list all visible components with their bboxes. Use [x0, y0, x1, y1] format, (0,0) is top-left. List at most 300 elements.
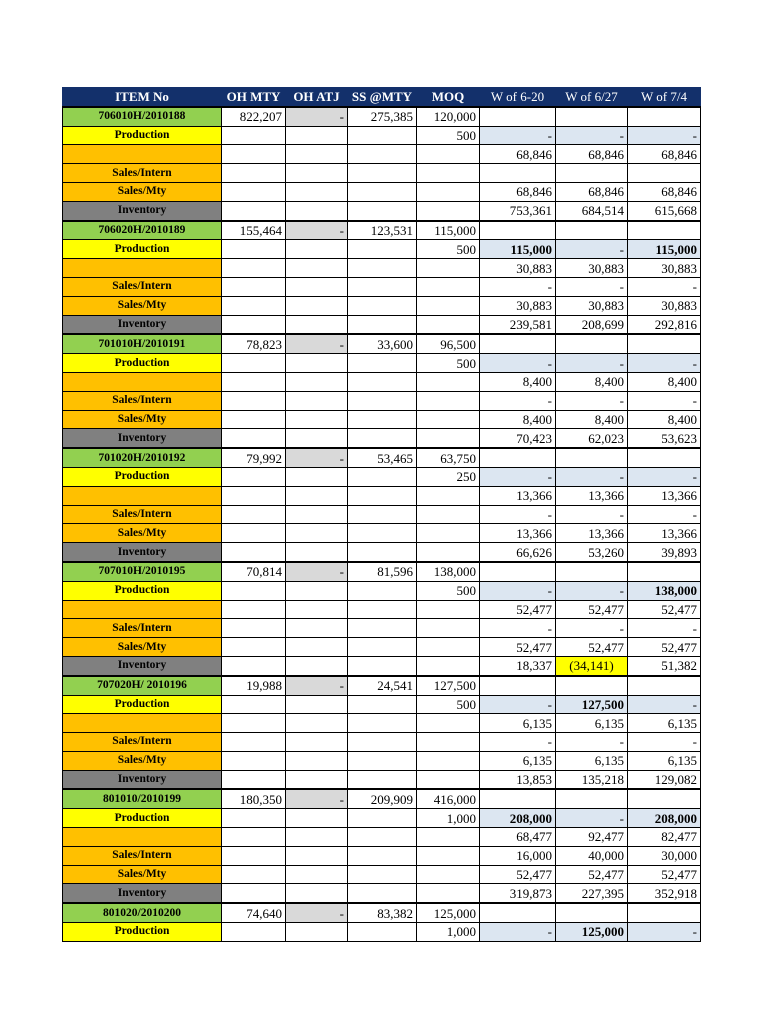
blank-row [63, 486, 701, 505]
oh-atj-cell [286, 372, 348, 391]
week-cell: - [556, 240, 628, 259]
moq-cell [417, 619, 480, 638]
blank-row [63, 714, 701, 733]
week-cell [628, 334, 701, 353]
oh-mty-cell [222, 126, 286, 145]
moq-cell: 125,000 [417, 903, 480, 922]
week-cell: - [628, 126, 701, 145]
week-cell: 6,135 [556, 751, 628, 770]
oh-mty-cell [222, 600, 286, 619]
week-cell [628, 789, 701, 808]
item-number: 707010H/2010195 [63, 562, 222, 581]
week-cell [480, 448, 556, 467]
row-label: Production [63, 126, 222, 145]
row-label: Inventory [63, 315, 222, 334]
week-cell: (34,141) [556, 656, 628, 675]
ss-mty-cell [348, 733, 417, 752]
header-row [63, 88, 701, 107]
week-cell: 8,400 [480, 410, 556, 429]
ss-mty-cell [348, 391, 417, 410]
ss-mty-cell [348, 372, 417, 391]
moq-cell [417, 656, 480, 675]
week-cell: - [628, 733, 701, 752]
week-cell [480, 903, 556, 922]
ss-mty-cell [348, 505, 417, 524]
week-cell: 30,883 [480, 296, 556, 315]
row-label: Inventory [63, 770, 222, 789]
oh-mty-cell: 822,207 [222, 107, 286, 126]
production-row [63, 809, 701, 828]
oh-atj-cell [286, 410, 348, 429]
week-cell: 52,477 [480, 865, 556, 884]
row-label: Production [63, 695, 222, 714]
blank-row [63, 600, 701, 619]
row-label: Production [63, 923, 222, 942]
sales-mty-row [63, 410, 701, 429]
oh-mty-cell [222, 486, 286, 505]
ss-mty-cell [348, 296, 417, 315]
oh-mty-cell [222, 714, 286, 733]
week-cell: 30,883 [480, 259, 556, 278]
header-oh-mty: OH MTY [222, 88, 286, 107]
week-cell: 30,883 [556, 296, 628, 315]
oh-mty-cell [222, 923, 286, 942]
item-number: 706010H/2010188 [63, 107, 222, 126]
week-cell: 13,853 [480, 770, 556, 789]
week-cell: - [480, 391, 556, 410]
oh-atj-cell [286, 354, 348, 373]
week-cell: 13,366 [628, 486, 701, 505]
week-cell: 52,477 [628, 638, 701, 657]
sales-mty-row [63, 865, 701, 884]
moq-cell: 1,000 [417, 809, 480, 828]
row-label: Production [63, 809, 222, 828]
moq-cell [417, 410, 480, 429]
row-label: Sales/Intern [63, 164, 222, 183]
moq-cell [417, 733, 480, 752]
moq-cell [417, 201, 480, 220]
week-cell: - [556, 619, 628, 638]
ss-mty-cell: 24,541 [348, 676, 417, 695]
week-cell: - [628, 695, 701, 714]
week-cell: - [556, 467, 628, 486]
moq-cell [417, 714, 480, 733]
ss-mty-cell: 123,531 [348, 221, 417, 240]
row-label: Sales/Intern [63, 391, 222, 410]
production-row [63, 467, 701, 486]
row-label: Production [63, 240, 222, 259]
oh-atj-cell: - [286, 448, 348, 467]
moq-cell: 63,750 [417, 448, 480, 467]
row-label: Inventory [63, 884, 222, 903]
week-cell: - [628, 923, 701, 942]
oh-mty-cell [222, 619, 286, 638]
oh-mty-cell [222, 372, 286, 391]
moq-cell: 500 [417, 581, 480, 600]
oh-mty-cell [222, 638, 286, 657]
oh-mty-cell: 155,464 [222, 221, 286, 240]
week-cell: 135,218 [556, 770, 628, 789]
row-label: Production [63, 581, 222, 600]
inventory-row [63, 656, 701, 675]
ss-mty-cell: 53,465 [348, 448, 417, 467]
blank-row [63, 145, 701, 164]
week-cell [628, 107, 701, 126]
week-cell: 6,135 [480, 751, 556, 770]
oh-atj-cell [286, 259, 348, 278]
header-week-3: W of 7/4 [628, 88, 701, 107]
week-cell: 30,883 [556, 259, 628, 278]
oh-mty-cell: 70,814 [222, 562, 286, 581]
header-week-2: W of 6/27 [556, 88, 628, 107]
oh-atj-cell [286, 182, 348, 201]
oh-atj-cell [286, 884, 348, 903]
sales-intern-row [63, 391, 701, 410]
week-cell: 68,477 [480, 828, 556, 847]
ss-mty-cell [348, 201, 417, 220]
week-cell: - [628, 354, 701, 373]
week-cell: 68,846 [556, 145, 628, 164]
oh-atj-cell [286, 581, 348, 600]
ss-mty-cell: 81,596 [348, 562, 417, 581]
sales-mty-row [63, 638, 701, 657]
inventory-plan-table [62, 87, 701, 942]
oh-atj-cell [286, 733, 348, 752]
week-cell: - [480, 277, 556, 296]
item-row [63, 562, 701, 581]
week-cell: - [480, 619, 556, 638]
week-cell: 13,366 [480, 524, 556, 543]
moq-cell [417, 828, 480, 847]
week-cell: - [556, 354, 628, 373]
week-cell [628, 448, 701, 467]
moq-cell [417, 524, 480, 543]
week-cell: - [480, 733, 556, 752]
week-cell [628, 903, 701, 922]
ss-mty-cell [348, 240, 417, 259]
week-cell: 68,846 [480, 182, 556, 201]
week-cell: 30,883 [628, 259, 701, 278]
oh-atj-cell: - [286, 221, 348, 240]
week-cell: 68,846 [628, 182, 701, 201]
moq-cell [417, 277, 480, 296]
row-label [63, 600, 222, 619]
sales-intern-row [63, 164, 701, 183]
item-row [63, 676, 701, 695]
week-cell [628, 676, 701, 695]
ss-mty-cell: 83,382 [348, 903, 417, 922]
moq-cell [417, 145, 480, 164]
moq-cell: 500 [417, 695, 480, 714]
sales-intern-row [63, 505, 701, 524]
moq-cell [417, 296, 480, 315]
sales-intern-row [63, 733, 701, 752]
moq-cell: 500 [417, 240, 480, 259]
header-week-1: W of 6-20 [480, 88, 556, 107]
row-label: Inventory [63, 543, 222, 562]
oh-mty-cell [222, 846, 286, 865]
ss-mty-cell [348, 524, 417, 543]
ss-mty-cell [348, 619, 417, 638]
week-cell: 52,477 [556, 638, 628, 657]
oh-atj-cell [286, 846, 348, 865]
oh-atj-cell: - [286, 903, 348, 922]
moq-cell [417, 865, 480, 884]
week-cell: 40,000 [556, 846, 628, 865]
moq-cell [417, 505, 480, 524]
blank-row [63, 828, 701, 847]
oh-mty-cell: 78,823 [222, 334, 286, 353]
moq-cell: 115,000 [417, 221, 480, 240]
moq-cell: 127,500 [417, 676, 480, 695]
week-cell [556, 676, 628, 695]
ss-mty-cell [348, 126, 417, 145]
week-cell: 125,000 [556, 923, 628, 942]
row-label: Sales/Intern [63, 619, 222, 638]
sales-intern-row [63, 619, 701, 638]
week-cell: 68,846 [556, 182, 628, 201]
blank-row [63, 259, 701, 278]
oh-mty-cell [222, 164, 286, 183]
oh-mty-cell [222, 695, 286, 714]
moq-cell: 1,000 [417, 923, 480, 942]
oh-mty-cell [222, 410, 286, 429]
ss-mty-cell [348, 600, 417, 619]
oh-mty-cell [222, 429, 286, 448]
week-cell: - [628, 619, 701, 638]
row-label: Sales/Intern [63, 277, 222, 296]
production-row [63, 126, 701, 145]
oh-mty-cell [222, 865, 286, 884]
week-cell: 352,918 [628, 884, 701, 903]
item-number: 701020H/2010192 [63, 448, 222, 467]
oh-atj-cell [286, 486, 348, 505]
week-cell: 70,423 [480, 429, 556, 448]
week-cell: - [480, 467, 556, 486]
week-cell [480, 562, 556, 581]
oh-mty-cell: 74,640 [222, 903, 286, 922]
ss-mty-cell [348, 182, 417, 201]
moq-cell [417, 315, 480, 334]
sales-mty-row [63, 296, 701, 315]
row-label [63, 145, 222, 164]
moq-cell [417, 164, 480, 183]
week-cell [556, 221, 628, 240]
week-cell: - [556, 581, 628, 600]
oh-mty-cell: 79,992 [222, 448, 286, 467]
oh-mty-cell [222, 543, 286, 562]
row-label [63, 486, 222, 505]
week-cell: 615,668 [628, 201, 701, 220]
week-cell: - [556, 733, 628, 752]
table-body [63, 88, 701, 942]
week-cell: 8,400 [480, 372, 556, 391]
oh-atj-cell [286, 164, 348, 183]
week-cell [480, 107, 556, 126]
oh-atj-cell: - [286, 562, 348, 581]
moq-cell [417, 486, 480, 505]
oh-mty-cell: 180,350 [222, 789, 286, 808]
moq-cell [417, 751, 480, 770]
oh-atj-cell [286, 865, 348, 884]
sales-mty-row [63, 751, 701, 770]
week-cell: 684,514 [556, 201, 628, 220]
ss-mty-cell [348, 486, 417, 505]
week-cell: 6,135 [556, 714, 628, 733]
week-cell: 51,382 [628, 656, 701, 675]
ss-mty-cell [348, 656, 417, 675]
oh-atj-cell [286, 828, 348, 847]
moq-cell [417, 182, 480, 201]
week-cell: - [480, 354, 556, 373]
ss-mty-cell [348, 315, 417, 334]
moq-cell: 138,000 [417, 562, 480, 581]
header-moq: MOQ [417, 88, 480, 107]
ss-mty-cell [348, 923, 417, 942]
oh-atj-cell: - [286, 334, 348, 353]
week-cell [480, 334, 556, 353]
oh-atj-cell [286, 656, 348, 675]
week-cell: 8,400 [556, 372, 628, 391]
oh-atj-cell [286, 751, 348, 770]
week-cell: - [628, 467, 701, 486]
oh-mty-cell [222, 828, 286, 847]
week-cell: 13,366 [628, 524, 701, 543]
oh-mty-cell [222, 315, 286, 334]
moq-cell: 416,000 [417, 789, 480, 808]
row-label: Sales/Mty [63, 296, 222, 315]
production-row [63, 354, 701, 373]
oh-mty-cell: 19,988 [222, 676, 286, 695]
week-cell: 208,000 [480, 809, 556, 828]
moq-cell [417, 259, 480, 278]
week-cell: - [556, 391, 628, 410]
inventory-row [63, 315, 701, 334]
ss-mty-cell [348, 695, 417, 714]
moq-cell: 96,500 [417, 334, 480, 353]
oh-mty-cell [222, 505, 286, 524]
ss-mty-cell: 33,600 [348, 334, 417, 353]
moq-cell: 500 [417, 354, 480, 373]
ss-mty-cell [348, 638, 417, 657]
week-cell: 68,846 [628, 145, 701, 164]
oh-atj-cell: - [286, 789, 348, 808]
moq-cell: 250 [417, 467, 480, 486]
oh-atj-cell [286, 240, 348, 259]
oh-atj-cell [286, 296, 348, 315]
oh-atj-cell [286, 315, 348, 334]
inventory-row [63, 884, 701, 903]
production-row [63, 240, 701, 259]
oh-atj-cell [286, 770, 348, 789]
inventory-row [63, 770, 701, 789]
item-row [63, 334, 701, 353]
ss-mty-cell: 209,909 [348, 789, 417, 808]
week-cell: 319,873 [480, 884, 556, 903]
oh-atj-cell [286, 923, 348, 942]
inventory-row [63, 201, 701, 220]
row-label [63, 372, 222, 391]
ss-mty-cell [348, 259, 417, 278]
oh-mty-cell [222, 201, 286, 220]
week-cell [556, 903, 628, 922]
oh-mty-cell [222, 770, 286, 789]
ss-mty-cell [348, 581, 417, 600]
row-label: Sales/Mty [63, 865, 222, 884]
oh-mty-cell [222, 581, 286, 600]
oh-atj-cell [286, 619, 348, 638]
week-cell: 8,400 [556, 410, 628, 429]
week-cell: 52,477 [628, 600, 701, 619]
week-cell: 227,395 [556, 884, 628, 903]
oh-mty-cell [222, 354, 286, 373]
moq-cell [417, 600, 480, 619]
week-cell: 66,626 [480, 543, 556, 562]
ss-mty-cell [348, 277, 417, 296]
ss-mty-cell [348, 354, 417, 373]
oh-mty-cell [222, 809, 286, 828]
item-number: 701010H/2010191 [63, 334, 222, 353]
week-cell: - [628, 277, 701, 296]
week-cell: 52,477 [556, 865, 628, 884]
item-row [63, 789, 701, 808]
production-row [63, 581, 701, 600]
ss-mty-cell [348, 429, 417, 448]
week-cell: - [556, 809, 628, 828]
oh-mty-cell [222, 259, 286, 278]
week-cell: - [480, 695, 556, 714]
oh-atj-cell [286, 201, 348, 220]
blank-row [63, 372, 701, 391]
week-cell: - [556, 126, 628, 145]
week-cell: 127,500 [556, 695, 628, 714]
ss-mty-cell [348, 714, 417, 733]
row-label: Production [63, 354, 222, 373]
week-cell [556, 789, 628, 808]
oh-mty-cell [222, 733, 286, 752]
ss-mty-cell [348, 809, 417, 828]
item-row [63, 221, 701, 240]
week-cell: 62,023 [556, 429, 628, 448]
week-cell: 115,000 [480, 240, 556, 259]
week-cell [628, 164, 701, 183]
header-ss-mty: SS @MTY [348, 88, 417, 107]
sales-mty-row [63, 182, 701, 201]
ss-mty-cell [348, 751, 417, 770]
week-cell [556, 334, 628, 353]
week-cell: 13,366 [556, 486, 628, 505]
row-label: Sales/Mty [63, 751, 222, 770]
week-cell: 53,623 [628, 429, 701, 448]
oh-mty-cell [222, 524, 286, 543]
oh-mty-cell [222, 296, 286, 315]
sales-intern-row [63, 277, 701, 296]
oh-atj-cell: - [286, 107, 348, 126]
oh-atj-cell [286, 467, 348, 486]
week-cell [480, 789, 556, 808]
sales-intern-row [63, 846, 701, 865]
item-row [63, 903, 701, 922]
week-cell: 52,477 [480, 600, 556, 619]
moq-cell [417, 638, 480, 657]
moq-cell: 120,000 [417, 107, 480, 126]
oh-atj-cell [286, 277, 348, 296]
oh-mty-cell [222, 656, 286, 675]
week-cell: 129,082 [628, 770, 701, 789]
week-cell: 208,699 [556, 315, 628, 334]
week-cell [556, 562, 628, 581]
oh-mty-cell [222, 467, 286, 486]
